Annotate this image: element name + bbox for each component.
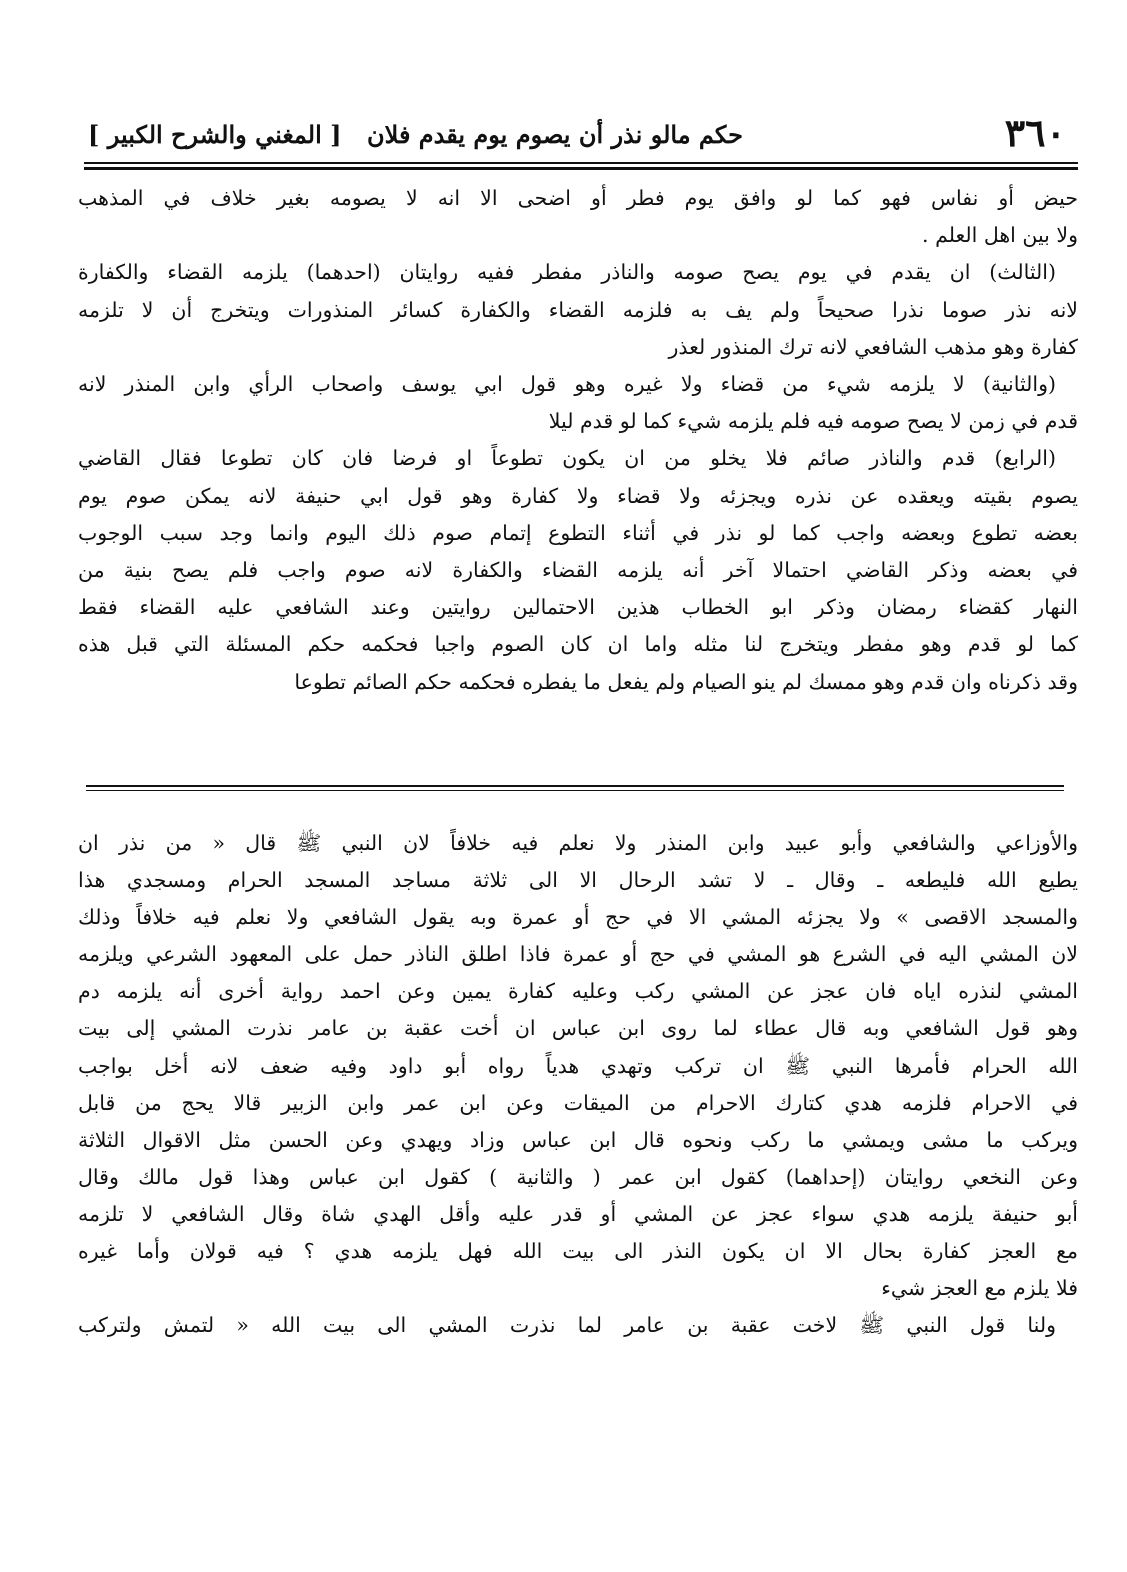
- header-rule: [84, 162, 1078, 164]
- book-title: [ المغني والشرح الكبير ]: [88, 120, 342, 149]
- chapter-title: حكم مالو نذر أن يصوم يوم يقدم فلان: [367, 120, 743, 149]
- main-line: (الثالث) ان يقدم في يوم يصح صومه والناذر مفطر ففيه روايتان (احدهما) يلزمه القضاء والكفارة: [78, 260, 1056, 285]
- main-line: ولا بين اهل العلم .: [922, 223, 1078, 248]
- main-line: كما لو قدم وهو مفطر ويتخرج لنا مثله واما ان كان الصوم واجبا فحكمه حكم المسئلة التي قبل هذه: [78, 632, 1078, 657]
- section-separator: [86, 785, 1064, 787]
- main-line: (والثانية) لا يلزمه شيء من قضاء ولا غيره وهو قول ابي يوسف واصحاب الرأي وابن المنذر لانه: [78, 372, 1056, 397]
- commentary-line: فلا يلزم مع العجز شيء: [881, 1276, 1078, 1301]
- commentary-line: يطيع الله فليطعه ـ وقال ـ لا تشد الرحال الا الى ثلاثة مساجد المسجد الحرام ومسجدي هذا: [78, 868, 1078, 893]
- commentary-line: ولنا قول النبي ﷺ لاخت عقبة بن عامر لما نذرت المشي الى بيت الله « لتمش ولتركب: [78, 1313, 1056, 1338]
- main-line: قدم في زمن لا يصح صومه فيه فلم يلزمه شيء كما لو قدم ليلا: [548, 409, 1078, 434]
- header-rule-secondary: [84, 167, 1078, 170]
- section-separator-secondary: [86, 790, 1064, 791]
- commentary-line: المشي لنذره اياه فان عجز عن المشي ركب وعليه كفارة يمين وعن احمد رواية أخرى أنه يلزمه دم: [78, 979, 1078, 1004]
- book-page: [78, 110, 1078, 1550]
- commentary-line: الله الحرام فأمرها النبي ﷺ ان تركب وتهدي هدياً رواه أبو داود وفيه ضعف لانه أخل بواجب: [78, 1053, 1078, 1078]
- main-text: [78, 180, 1078, 770]
- commentary-line: أبو حنيفة يلزمه هدي سواء عجز عن المشي أو قدر عليه وأقل الهدي شاة وقال الشافعي لا تلزمه: [78, 1201, 1078, 1226]
- commentary-line: وعن النخعي روايتان (إحداهما) كقول ابن عمر ( والثانية ) كقول ابن عباس وهذا قول مالك وقال: [78, 1164, 1078, 1189]
- commentary-line: والأوزاعي والشافعي وأبو عبيد وابن المنذر ولا نعلم فيه خلافاً لان النبي ﷺ قال « من نذر ان: [78, 831, 1078, 855]
- commentary-line: والمسجد الاقصى » ولا يجزئه المشي الا في حج أو عمرة وبه يقول الشافعي ولا نعلم فيه خلافاً وذلك: [78, 905, 1078, 930]
- main-line: يصوم بقيته ويعقده عن نذره ويجزئه ولا قضاء ولا كفارة وهو قول ابي حنيفة لانه يمكن صوم يوم: [78, 483, 1078, 508]
- commentary-line: لان المشي اليه في الشرع هو المشي في حج أو عمرة فاذا اطلق الناذر حمل على المعهود الشرعي ويلزمه: [78, 942, 1078, 967]
- main-line: (الرابع) قدم والناذر صائم فلا يخلو من ان يكون تطوعاً او فرضا فان كان تطوعا فقال القاضي: [78, 446, 1056, 471]
- commentary-line: وهو قول الشافعي وبه قال عطاء لما روى ابن عباس ان أخت عقبة بن عامر نذرت المشي إلى بيت: [78, 1016, 1078, 1041]
- commentary-line: ويركب ما مشى ويمشي ما ركب ونحوه قال ابن عباس وزاد ويهدي وعن الحسن مثل الاقوال الثلاثة: [78, 1127, 1078, 1152]
- main-line: كفارة وهو مذهب الشافعي لانه ترك المنذور لعذر: [668, 334, 1078, 359]
- commentary-text: [78, 825, 1078, 1525]
- main-line: النهار كقضاء رمضان وذكر ابو الخطاب هذين الاحتمالين روايتين وعند الشافعي عليه القضاء فقط: [78, 595, 1078, 620]
- commentary-line: مع العجز كفارة بحال الا ان يكون النذر الى بيت الله فهل يلزمه هدي ؟ فيه قولان وأما غيره: [78, 1239, 1078, 1264]
- page-header: [78, 110, 1078, 158]
- page-number: ٣٦٠: [1004, 110, 1066, 155]
- main-line: لانه نذر صوما نذرا صحيحاً ولم يف به فلزمه القضاء والكفارة كسائر المنذورات ويتخرج أن لا تلزمه: [78, 297, 1078, 322]
- commentary-line: في الاحرام فلزمه هدي كتارك الاحرام من الميقات وعن ابن عمر وابن الزبير قالا يحج من قابل: [78, 1090, 1078, 1115]
- main-line: بعضه تطوع وبعضه واجب كما لو نذر في أثناء التطوع إتمام صوم ذلك اليوم وانما وجد سبب الوجوب: [78, 520, 1078, 545]
- main-line: في بعضه وذكر القاضي احتمالا آخر أنه يلزمه القضاء والكفارة لانه صوم واجب فلم يصح بنية من: [78, 558, 1078, 583]
- main-line: حيض أو نفاس فهو كما لو وافق يوم فطر أو اضحى الا انه لا يصومه بغير خلاف في المذهب: [78, 186, 1078, 210]
- main-line: وقد ذكرناه وان قدم وهو ممسك لم ينو الصيام ولم يفعل ما يفطره فحكمه حكم الصائم تطوعا: [294, 669, 1078, 694]
